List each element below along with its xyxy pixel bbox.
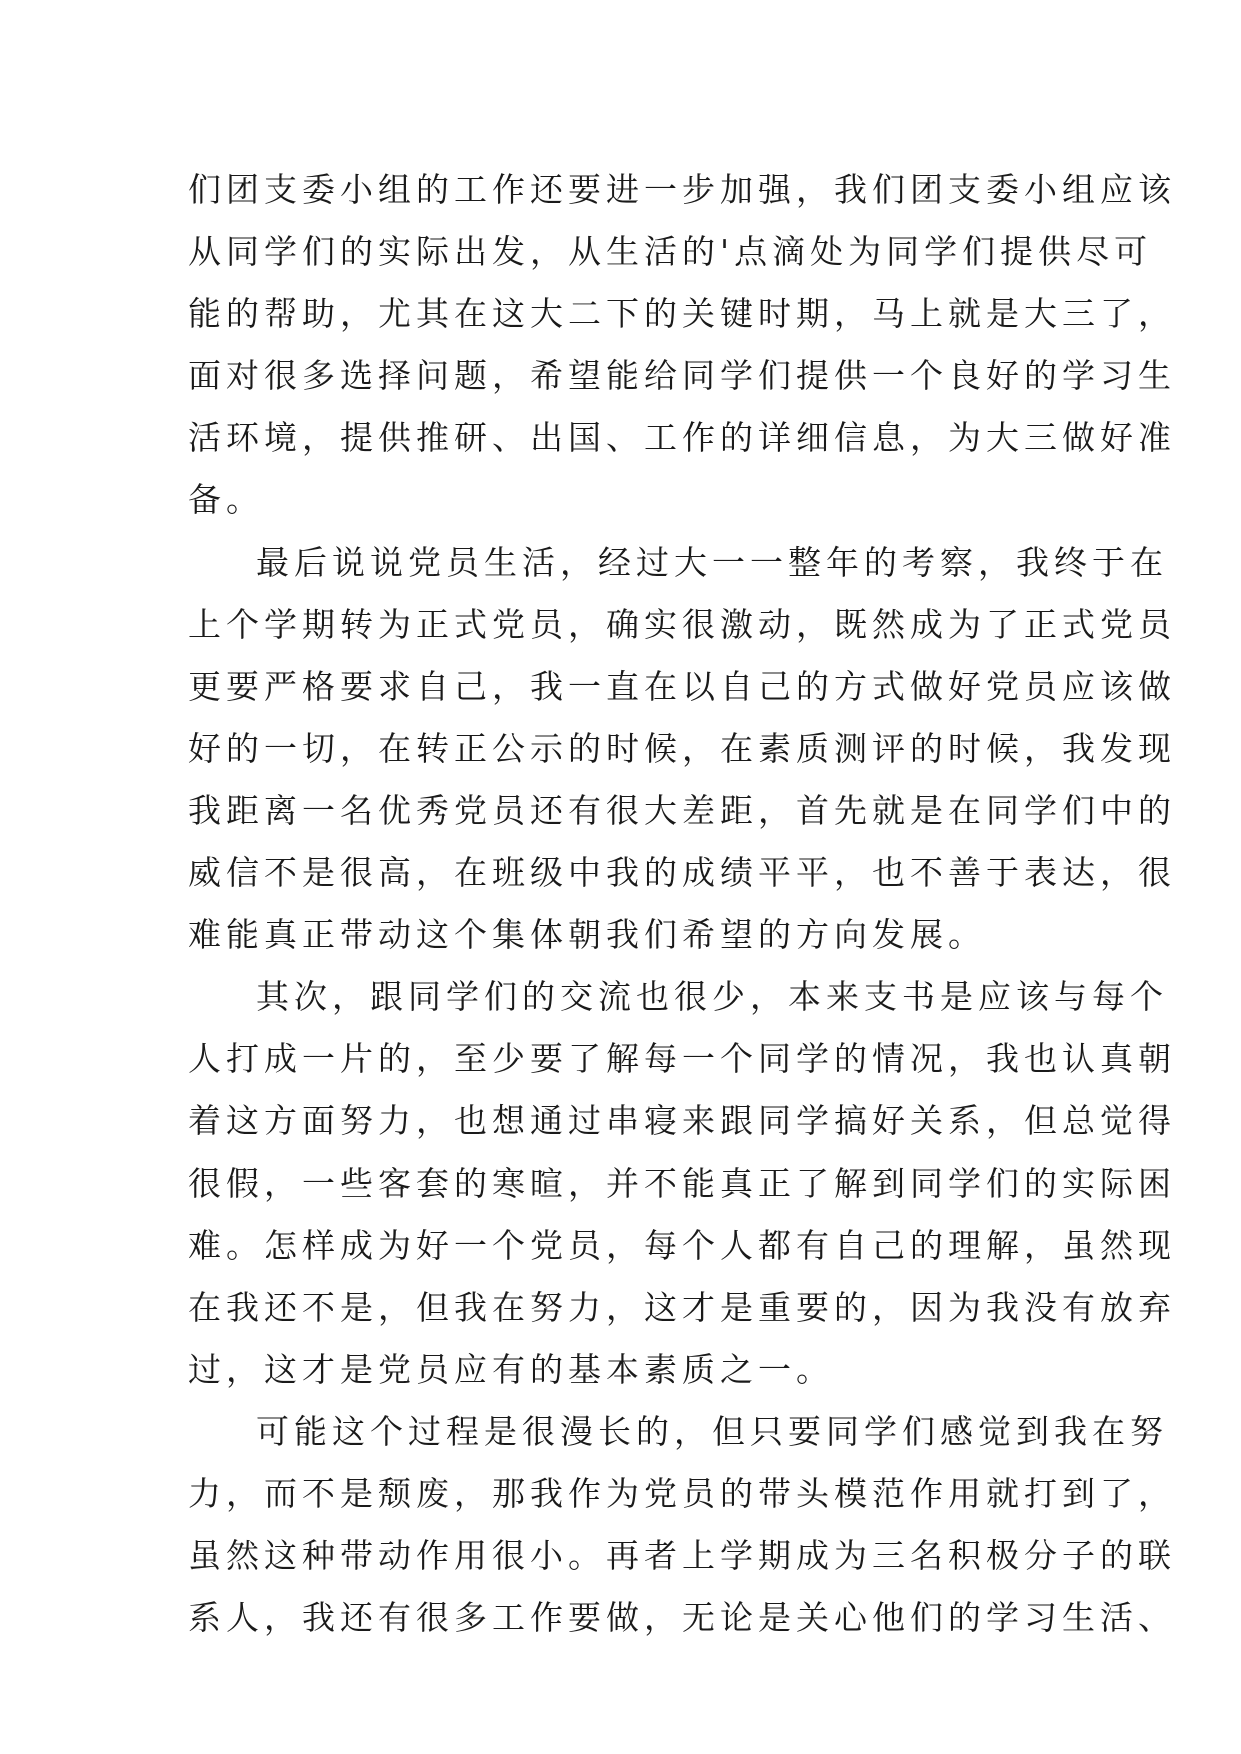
text-line: 其次，跟同学们的交流也很少，本来支书是应该与每个 [256,977,1168,1017]
text-line: 们团支委小组的工作还要进一步加强，我们团支委小组应该 [188,170,1176,209]
text-line: 更要严格要求自己，我一直在以自己的方式做好党员应该做 [188,666,1176,706]
text-line: 在我还不是，但我在努力，这才是重要的，因为我没有放弃 [188,1287,1176,1327]
text-line: 虽然这种带动作用很小。再者上学期成为三名积极分子的联 [188,1536,1176,1576]
text-line: 面对很多选择问题，希望能给同学们提供一个良好的学习生 [188,356,1176,396]
text-line: 难能真正带动这个集体朝我们希望的方向发展。 [188,915,986,955]
paragraph-4 [188,1401,1176,1649]
text-line: 过，这才是党员应有的基本素质之一。 [188,1349,834,1389]
paragraph-2 [188,532,1176,967]
text-line: 人打成一片的，至少要了解每一个同学的情况，我也认真朝 [188,1039,1176,1079]
text-line: 好的一切，在转正公示的时候，在素质测评的时候，我发现 [188,728,1176,768]
text-line: 可能这个过程是很漫长的，但只要同学们感觉到我在努 [256,1411,1168,1451]
text-line: 很假，一些客套的寒暄，并不能真正了解到同学们的实际困 [188,1163,1176,1203]
text-line: 最后说说党员生活，经过大一一整年的考察，我终于在 [256,542,1168,582]
text-line: 难。怎样成为好一个党员，每个人都有自己的理解，虽然现 [188,1225,1176,1265]
paragraph-3 [188,966,1176,1401]
text-line: 力，而不是颓废，那我作为党员的带头模范作用就打到了， [188,1473,1176,1513]
text-line: 从同学们的实际出发，从生活的'点滴处为同学们提供尽可 [188,232,1153,272]
paragraph-1 [188,159,1176,532]
text-line: 系人，我还有很多工作要做，无论是关心他们的学习生活、 [188,1598,1176,1638]
text-line: 能的帮助，尤其在这大二下的关键时期，马上就是大三了， [188,294,1176,334]
text-line: 备。 [188,480,264,520]
text-line: 威信不是很高，在班级中我的成绩平平，也不善于表达，很 [188,853,1176,893]
document-body [188,159,1176,1649]
text-line: 上个学期转为正式党员，确实很激动，既然成为了正式党员 [188,604,1176,644]
text-line: 我距离一名优秀党员还有很大差距，首先就是在同学们中的 [188,790,1176,830]
text-line: 着这方面努力，也想通过串寝来跟同学搞好关系，但总觉得 [188,1101,1176,1141]
text-line: 活环境，提供推研、出国、工作的详细信息，为大三做好准 [188,418,1176,458]
